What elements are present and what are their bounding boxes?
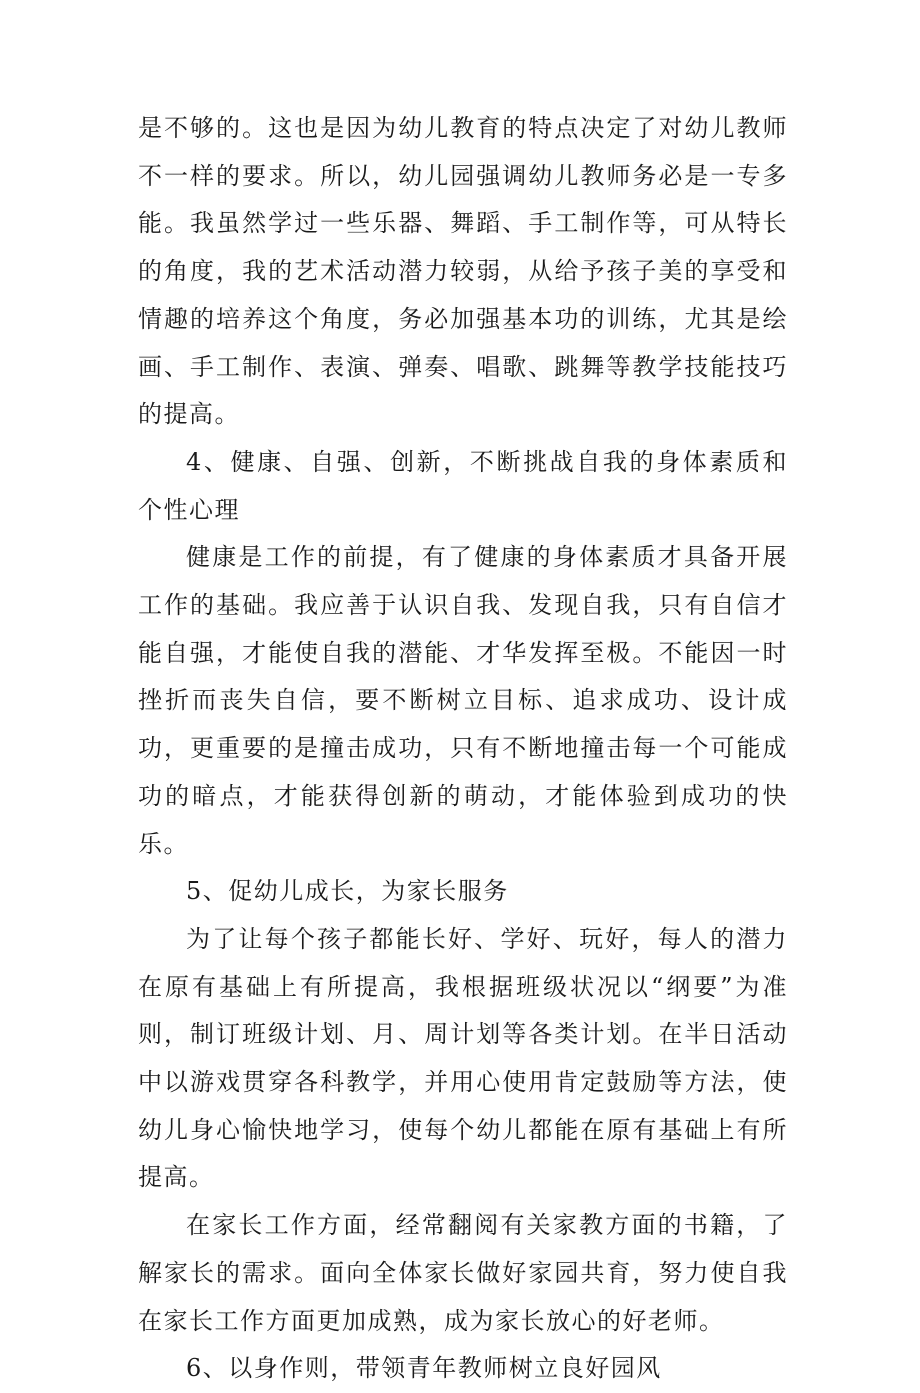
document-body	[138, 105, 788, 1393]
paragraph-parent-work: 在家长工作方面，经常翻阅有关家教方面的书籍，了解家长的需求。面向全体家长做好家园共育，努力使自我在家长工作方面更加成熟，成为家长放心的好老师。	[138, 1211, 788, 1335]
section-heading-6: 6、以身作则，带领青年教师树立良好园风	[186, 1354, 662, 1383]
section-heading-4: 4、健康、自强、创新，不断挑战自我的身体素质和个性心理	[138, 447, 788, 524]
section-heading-5: 5、促幼儿成长，为家长服务	[186, 877, 509, 906]
paragraph-art-skills-continuation: 是不够的。这也是因为幼儿教育的特点决定了对幼儿教师不一样的要求。所以，幼儿园强调幼儿教师务必是一专多能。我虽然学过一些乐器、舞蹈、手工制作等，可从特长的角度，我的艺术活动潜力较弱，从给予孩子美的享受和情趣的培养这个角度，务必加强基本功的训练，尤其是绘画、手工制作、表演、弹奏、唱歌、跳舞等教学技能技巧的提高。	[138, 114, 788, 429]
paragraph-child-growth: 为了让每个孩子都能长好、学好、玩好，每人的潜力在原有基础上有所提高，我根据班级状况以“纲要”为准则，制订班级计划、月、周计划等各类计划。在半日活动中以游戏贯穿各科教学，并用心使用肯定鼓励等方法，使幼儿身心愉快地学习，使每个幼儿都能在原有基础上有所提高。	[138, 924, 788, 1192]
paragraph-health: 健康是工作的前提，有了健康的身体素质才具备开展工作的基础。我应善于认识自我、发现自我，只有自信才能自强，才能使自我的潜能、才华发挥至极。不能因一时挫折而丧失自信，要不断树立目标、追求成功、设计成功，更重要的是撞击成功，只有不断地撞击每一个可能成功的暗点，才能获得创新的萌动，才能体验到成功的快乐。	[138, 543, 788, 858]
